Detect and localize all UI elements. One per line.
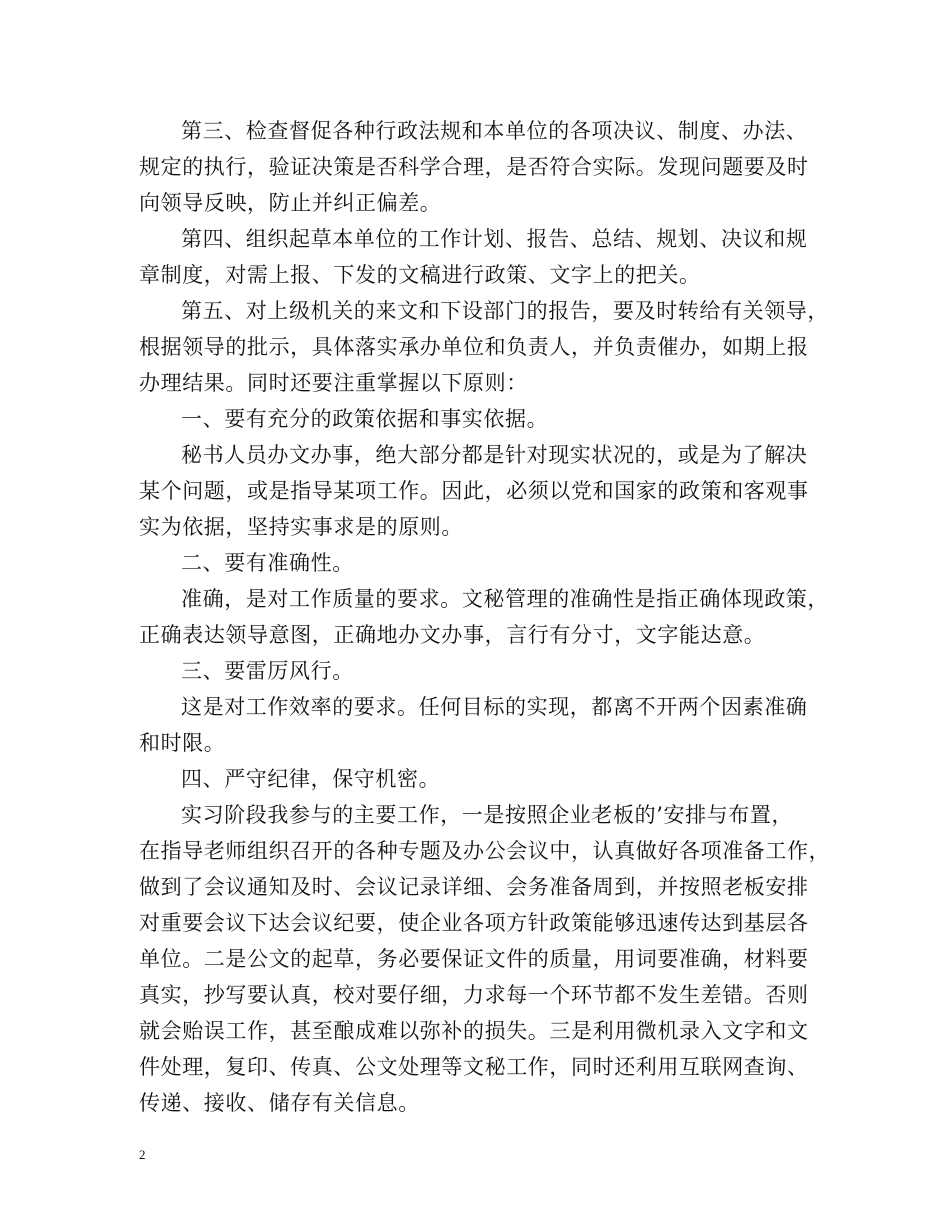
text-line: 正确表达领导意图，正确地办文办事，言行有分寸，文字能达意。 [139,623,766,647]
text-line: 四、严守纪律，保守机密。 [181,767,441,791]
text-line: 就会贻误工作，甚至酿成难以弥补的损失。三是利用微机录入文字和文 [139,1019,809,1043]
document-body [139,113,833,1121]
page-number: 2 [139,1147,146,1162]
text-line: 第三、检查督促各种行政法规和本单位的各项决议、制度、办法、 [181,119,808,143]
text-line: 实为依据，坚持实事求是的原则。 [139,515,463,539]
text-line: 规定的执行，验证决策是否科学合理，是否符合实际。发现问题要及时 [139,155,809,179]
text-line: 一、要有充分的政策依据和事实依据。 [181,407,549,431]
text-line: 三、要雷厉风行。 [181,659,354,683]
text-line: 传递、接收、储存有关信息。 [139,1091,420,1115]
text-line: 做到了会议通知及时、会议记录详细、会务准备周到，并按照老板安排 [139,875,809,899]
text-line: 单位。二是公文的起草，务必要保证文件的质量，用词要准确，材料要 [139,947,809,971]
text-line: 某个问题，或是指导某项工作。因此，必须以党和国家的政策和客观事 [139,479,809,503]
text-line: 件处理，复印、传真、公文处理等文秘工作，同时还利用互联网查询、 [139,1055,809,1079]
text-line: 这是对工作效率的要求。任何目标的实现，都离不开两个因素准确 [181,695,808,719]
text-line: 根据领导的批示，具体落实承办单位和负责人，并负责催办，如期上报 [139,335,809,359]
text-line: 办理结果。同时还要注重掌握以下原则： [139,371,528,395]
text-line: 对重要会议下达会议纪要，使企业各项方针政策能够迅速传达到基层各 [139,911,809,935]
text-line: 二、要有准确性。 [181,551,354,575]
text-line: 准确，是对工作质量的要求。文秘管理的准确性是指正确体现政策， [181,587,829,611]
text-line: 章制度，对需上报、下发的文稿进行政策、文字上的把关。 [139,263,701,287]
text-line: 在指导老师组织召开的各种专题及办公会议中，认真做好各项准备工作， [139,839,831,863]
text-line: 真实，抄写要认真，校对要仔细，力求每一个环节都不发生差错。否则 [139,983,809,1007]
text-line: 第五、对上级机关的来文和下设部门的报告，要及时转给有关领导， [181,299,829,323]
text-line: 第四、组织起草本单位的工作计划、报告、总结、规划、决议和规 [181,227,808,251]
text-line: 秘书人员办文办事，绝大部分都是针对现实状况的，或是为了解决 [181,443,808,467]
text-line: 实习阶段我参与的主要工作，一是按照企业老板的’安排与布置， [181,803,794,827]
text-line: 和时限。 [139,731,226,755]
text-line: 向领导反映，防止并纠正偏差。 [139,191,442,215]
